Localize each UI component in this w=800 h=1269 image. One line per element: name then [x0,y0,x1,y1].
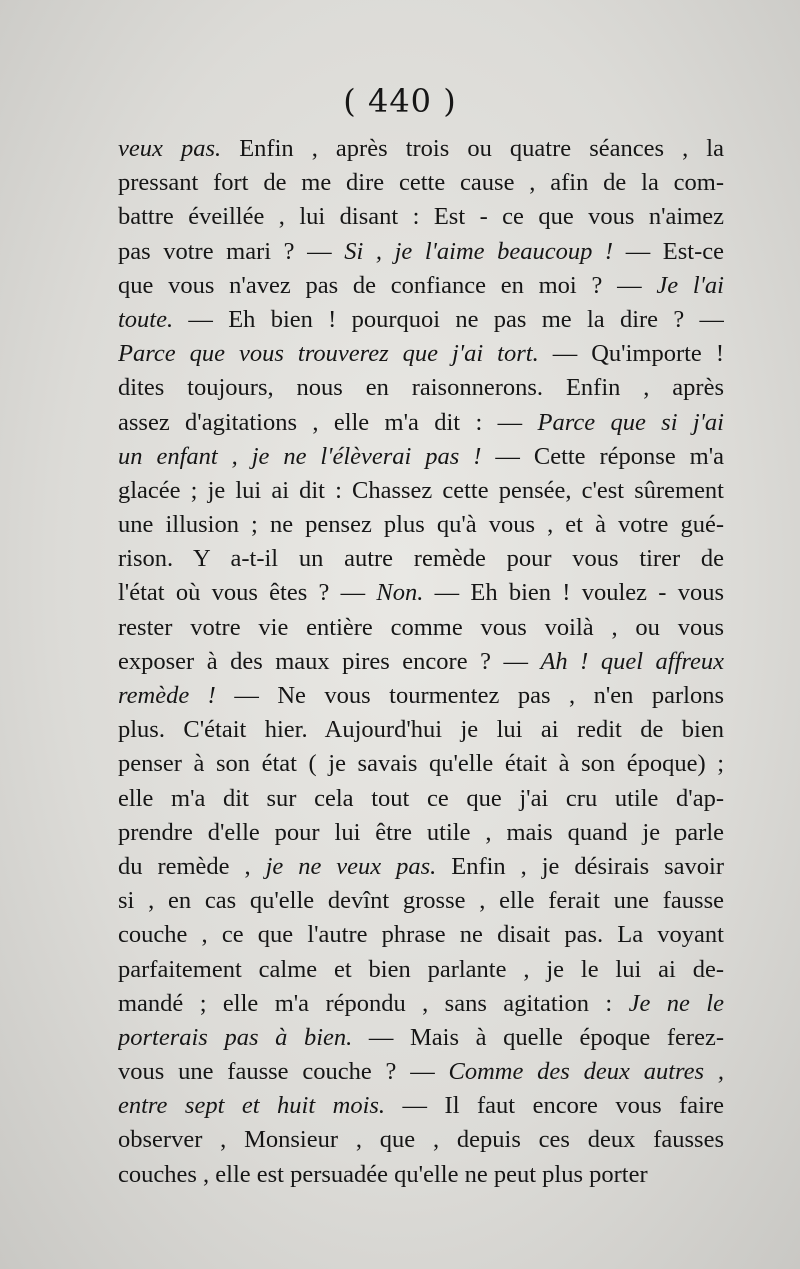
text-segment: couches , elle est persuadée qu'elle ne peut plus porter [118,1160,648,1188]
text-segment: Enfin , je désirais savoir [436,852,724,880]
text-line [118,303,724,337]
italic-text-segment: Je ne le [628,989,724,1017]
italic-text-segment: toute. [118,305,174,333]
text-segment: pas votre mari ? — [118,237,345,265]
text-segment: parfaitement calme et bien parlante , je le lui ai de- [118,955,724,983]
italic-text-segment: Ah ! quel affreux [540,647,724,675]
text-line [118,1021,724,1055]
italic-text-segment: Si , je l'aime beaucoup ! [344,237,614,265]
italic-text-segment: Non. [376,579,424,607]
text-line [118,884,724,918]
text-line [118,474,724,508]
italic-text-segment: Parce que vous trouverez que j'ai tort. [118,340,539,368]
text-segment: — Cette réponse m'a [481,442,724,470]
text-line [118,713,724,747]
text-line [118,542,724,576]
text-line [118,440,724,474]
text-segment: pressant fort de me dire cette cause , afin de la com- [118,169,724,197]
text-segment: rester votre vie entière comme vous voilà , ou vous [118,613,724,641]
text-segment: vous une fausse couche ? — [118,1058,449,1086]
italic-text-segment: Parce que si j'ai [537,408,724,436]
text-segment: Enfin , après trois ou quatre séances , la [221,135,724,162]
italic-text-segment: porterais pas à bien. [118,1023,353,1051]
text-segment: — Ne vous tourmentez pas , n'en parlons [215,682,724,709]
text-segment: observer , Monsieur , que , depuis ces deux fausses [118,1126,724,1154]
italic-text-segment: entre sept et huit mois. [118,1092,386,1120]
text-segment: que vous n'avez pas de confiance en moi ? — [118,271,657,299]
body-text [118,132,724,1192]
text-line [118,645,724,679]
text-segment: couche , ce que l'autre phrase ne disait pas. La voyant [118,921,724,949]
text-segment: — Il faut encore vous faire [385,1092,724,1120]
text-segment: penser à son état ( je savais qu'elle était à son époque) ; [118,750,724,778]
text-segment: si , en cas qu'elle devînt grosse , elle ferait une fausse [118,887,724,915]
text-line [118,816,724,850]
text-line [118,132,724,166]
text-line [118,987,724,1021]
text-line [118,782,724,816]
text-segment: battre éveillée , lui disant : Est - ce que vous n'aimez [118,203,724,231]
text-line [118,679,724,713]
text-line [118,611,724,645]
text-line [118,371,724,405]
text-line [118,235,724,269]
text-segment: — Eh bien ! voulez - vous [423,579,724,607]
text-line [118,166,724,200]
text-segment: dites toujours, nous en raisonnerons. Enfin , après [118,374,724,402]
text-line [118,747,724,781]
text-line [118,1158,724,1192]
text-segment: prendre d'elle pour lui être utile , mais quand je parle [118,818,724,846]
text-line [118,576,724,610]
italic-text-segment: je ne veux pas. [265,852,437,880]
italic-text-segment: veux pas. [118,135,222,162]
text-line [118,953,724,987]
text-segment: assez d'agitations , elle m'a dit : — [118,408,538,436]
text-segment: une illusion ; ne pensez plus qu'à vous , et à votre gué- [118,511,724,539]
text-segment: exposer à des maux pires encore ? — [118,647,541,675]
text-line [118,1055,724,1089]
text-line [118,200,724,234]
text-line [118,406,724,440]
text-segment: mandé ; elle m'a répondu , sans agitation : [118,989,629,1017]
text-line [118,1089,724,1123]
text-line [118,269,724,303]
text-line [118,918,724,952]
italic-text-segment: remède ! [118,682,216,709]
italic-text-segment: Comme des deux autres , [448,1058,724,1086]
page-number: ( 440 ) [343,82,457,120]
text-line [118,1123,724,1157]
text-segment: elle m'a dit sur cela tout ce que j'ai cru utile d'ap- [118,784,724,812]
text-segment: — Eh bien ! pourquoi ne pas me la dire ? — [173,305,724,333]
text-segment: — Est-ce [613,237,724,265]
text-segment: plus. C'était hier. Aujourd'hui je lui ai redit de bien [118,716,724,744]
italic-text-segment: Je l'ai [656,271,724,299]
text-segment: — Mais à quelle époque ferez- [352,1023,724,1051]
text-line [118,850,724,884]
text-segment: l'état où vous êtes ? — [118,579,377,607]
italic-text-segment: un enfant , je ne l'élèverai pas ! [118,442,482,470]
text-segment: du remède , [118,852,266,880]
text-line [118,337,724,371]
text-segment: — Qu'importe ! [538,340,724,368]
text-line [118,508,724,542]
text-segment: rison. Y a-t-il un autre remède pour vous tirer de [118,545,724,573]
text-segment: glacée ; je lui ai dit : Chassez cette pensée, c'est sûrement [118,476,724,504]
